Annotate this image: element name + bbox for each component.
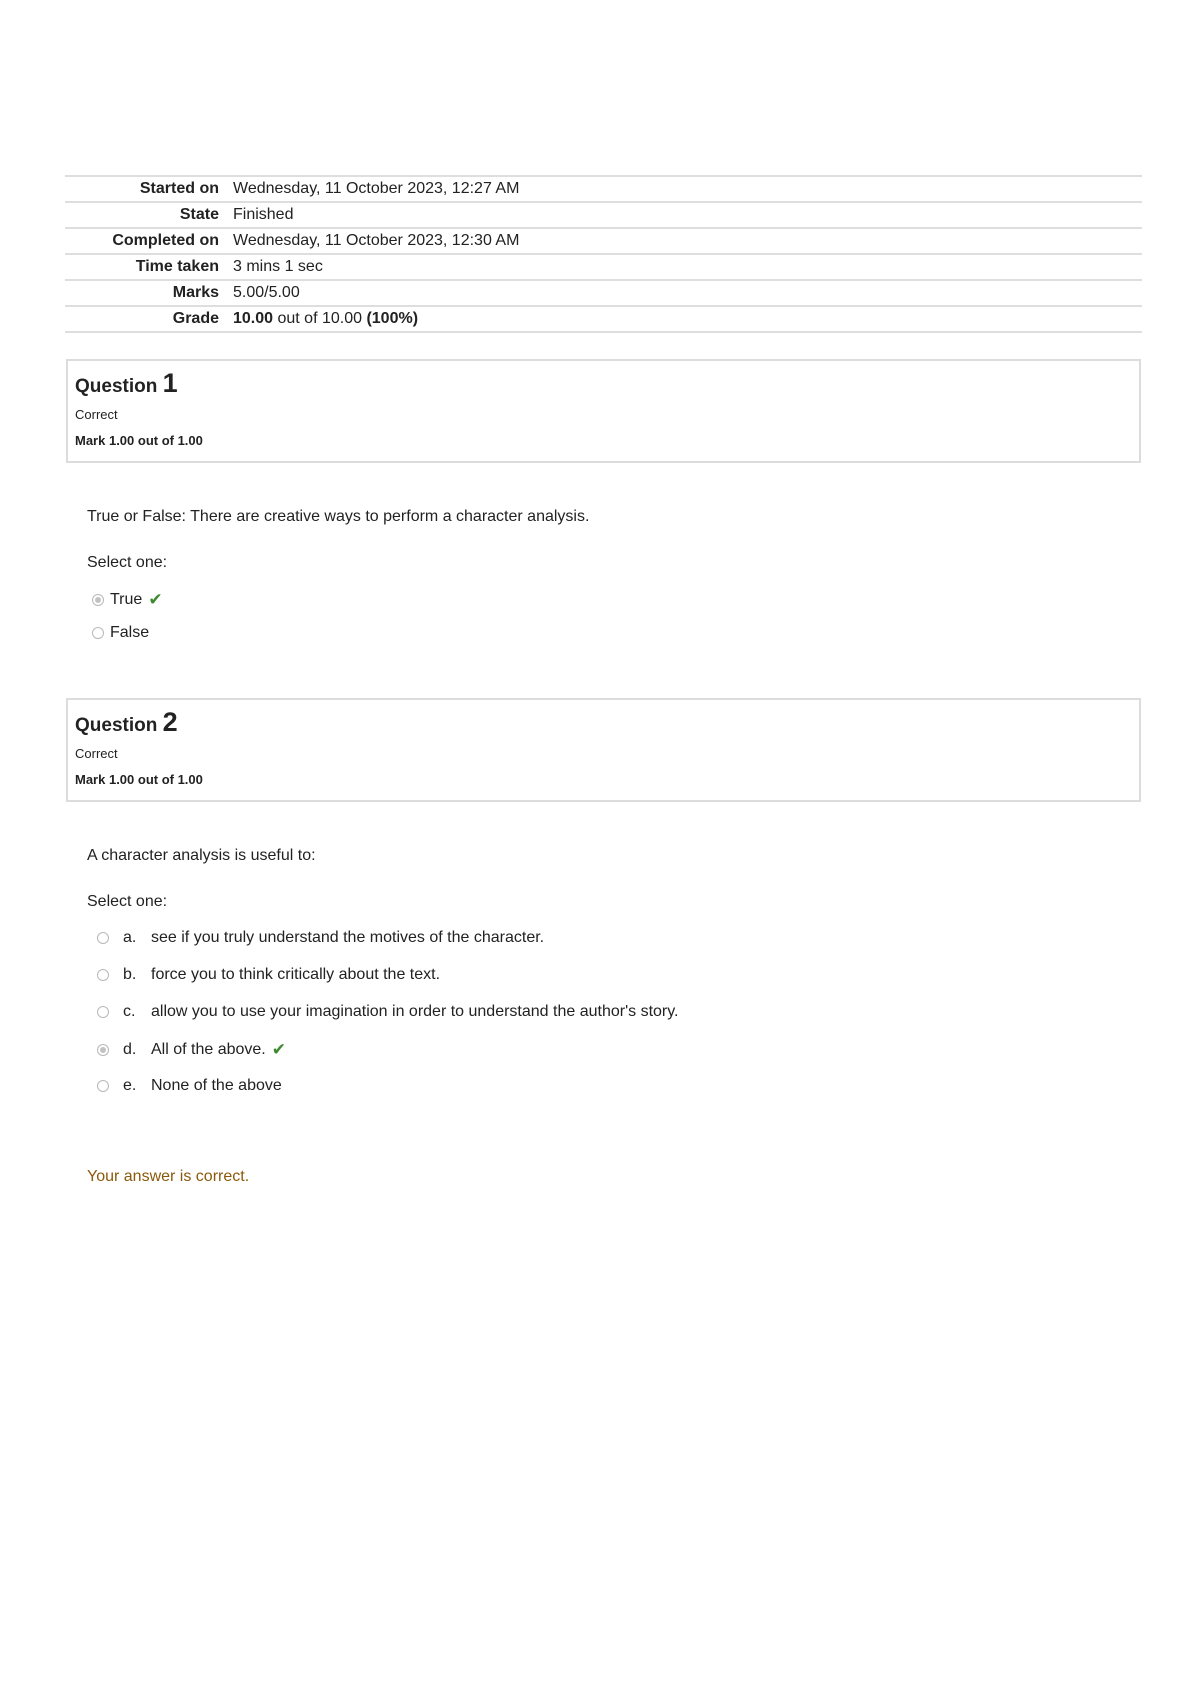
- summary-row-completed: [65, 228, 1142, 254]
- option-letter: e.: [123, 1077, 137, 1094]
- question-2-select-label: Select one:: [87, 893, 168, 910]
- grade-out-of: out of 10.00: [273, 310, 367, 327]
- question-number: 1: [162, 368, 178, 398]
- summary-label: State: [179, 206, 219, 223]
- question-1-text: True or False: There are creative ways to perform a character analysis.: [87, 508, 590, 525]
- option-text: False: [110, 624, 150, 641]
- option-text: force you to think critically about the text.: [151, 966, 441, 983]
- question-2-option-c[interactable]: [97, 1003, 679, 1021]
- summary-row-marks: [65, 280, 1142, 306]
- radio-button[interactable]: [97, 1006, 109, 1018]
- question-1-select-label: Select one:: [87, 554, 168, 571]
- question-state: Correct: [75, 407, 118, 422]
- radio-button[interactable]: [97, 932, 109, 944]
- summary-value: Wednesday, 11 October 2023, 12:30 AM: [233, 232, 520, 249]
- summary-value: Finished: [233, 206, 294, 223]
- question-2-option-d[interactable]: [97, 1040, 286, 1060]
- radio-button[interactable]: [97, 1080, 109, 1092]
- question-2-option-a[interactable]: [97, 929, 544, 947]
- question-label: Question: [75, 376, 158, 397]
- question-title: [75, 369, 1132, 401]
- option-text: see if you truly understand the motives of the character.: [151, 929, 545, 946]
- summary-value: 3 mins 1 sec: [233, 258, 323, 275]
- option-letter: d.: [123, 1041, 137, 1058]
- summary-label: Started on: [139, 180, 219, 197]
- option-text: None of the above: [151, 1077, 282, 1094]
- radio-button[interactable]: [97, 1044, 109, 1056]
- check-icon: ✔: [148, 590, 163, 609]
- question-1-option-true[interactable]: [92, 590, 163, 610]
- radio-button[interactable]: [92, 627, 104, 639]
- option-letter: b.: [123, 966, 137, 983]
- summary-label: Time taken: [135, 258, 219, 275]
- summary-row-started: [65, 176, 1142, 202]
- summary-row-time-taken: [65, 254, 1142, 280]
- radio-button[interactable]: [97, 969, 109, 981]
- question-mark: Mark 1.00 out of 1.00: [75, 433, 203, 448]
- check-icon: ✔: [271, 1040, 286, 1059]
- summary-label: Completed on: [112, 232, 219, 249]
- summary-value: 5.00/5.00: [233, 284, 300, 301]
- question-2-info: [66, 698, 1141, 802]
- question-2-feedback: Your answer is correct.: [87, 1168, 250, 1185]
- question-label: Question: [75, 715, 158, 736]
- grade-score: 10.00: [233, 310, 274, 327]
- summary-label: Marks: [172, 284, 219, 301]
- summary-row-grade: [65, 306, 1142, 332]
- summary-value: [233, 306, 1142, 332]
- attempt-summary-table: [65, 175, 1142, 333]
- question-2-option-b[interactable]: [97, 966, 440, 984]
- summary-label: Grade: [172, 310, 219, 327]
- question-state: Correct: [75, 746, 118, 761]
- grade-percent: (100%): [366, 310, 419, 327]
- option-text: True: [110, 591, 143, 608]
- question-mark: Mark 1.00 out of 1.00: [75, 772, 203, 787]
- question-number: 2: [162, 707, 178, 737]
- question-1-info: [66, 359, 1141, 463]
- question-title: [75, 708, 1132, 740]
- option-text: allow you to use your imagination in order to understand the author's story.: [151, 1003, 679, 1020]
- summary-row-state: [65, 202, 1142, 228]
- question-2-text: A character analysis is useful to:: [87, 847, 316, 864]
- radio-button[interactable]: [92, 594, 104, 606]
- question-2-option-e[interactable]: [97, 1077, 282, 1095]
- option-letter: a.: [123, 929, 137, 946]
- summary-value: Wednesday, 11 October 2023, 12:27 AM: [233, 180, 520, 197]
- question-1-option-false[interactable]: [92, 624, 149, 642]
- option-text: All of the above.: [151, 1041, 266, 1058]
- option-letter: c.: [123, 1003, 136, 1020]
